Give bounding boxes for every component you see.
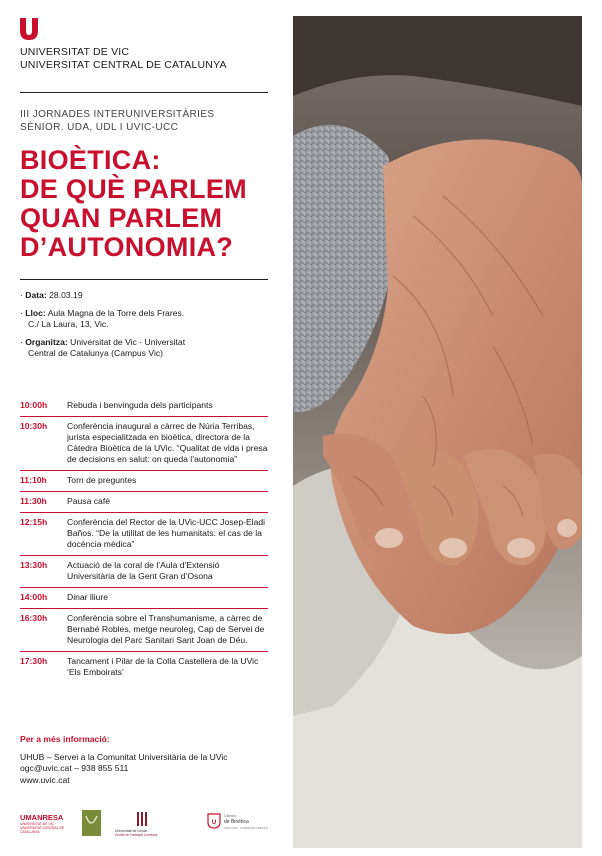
place-row: · Lloc: Aula Magna de la Torre dels Frares. C./ La Laura, 13, Vic. [20,308,268,330]
schedule [20,396,268,683]
schedule-row [20,512,268,555]
date-label: Data: [25,290,47,300]
bioetica-subtext: UVIC-UCC · FUNDACIÓ GRIFOLS [224,826,268,830]
title-line: QUAN PARLEM [20,203,223,233]
fingernail [375,528,403,548]
place-value-2: C./ La Laura, 13, Vic. [28,319,109,329]
event-series [20,108,215,134]
schedule-time: 17:30h [20,656,48,666]
udl-logo [115,812,157,837]
schedule-time: 12:15h [20,517,48,527]
schedule-description: Actuació de la coral de l’Aula d’Extensió Universitària de la Gent Gran d’Osona [67,560,220,581]
divider [20,92,268,93]
place-label: Lloc: [25,308,46,318]
schedule-description: Torn de preguntes [67,475,137,485]
series-line-1: III JORNADES INTERUNIVERSITÀRIES [20,109,215,120]
uvic-u-logo [20,18,38,40]
fingernail [557,519,577,537]
event-details [20,290,268,366]
more-info [20,734,268,786]
divider [20,279,268,280]
schedule-description: Rebuda i benvinguda dels participants [67,400,213,410]
hands-photo [293,16,582,848]
udl-text: Universitat de Lleida [115,829,147,833]
more-info-website: www.uvic.cat [20,774,70,785]
fingernail [507,538,535,558]
schedule-time: 11:30h [20,496,47,506]
schedule-description: Dinar lliure [67,592,109,602]
schedule-description: Conferència sobre el Transhumanisme, a càrrec de Bernabé Robles, metge neuroleg, Cap de Servei de Neurologia del Parc Sanitari Sant Joan de Déu. [67,613,265,645]
schedule-row [20,470,268,491]
university-line-2: UNIVERSITAT CENTRAL DE CATALUNYA [20,59,227,71]
umanresa-subtext: UNIVERSITAT DE VIC · UNIVERSITAT CENTRAL DE CATALUNYA [20,822,65,834]
schedule-description: Conferència del Rector de la UVic-UCC Josep-Eladi Baños. “De la utilitat de les humanitats: el cas de la docència mèdica” [67,517,266,549]
svg-text:U: U [211,820,217,826]
hands-illustration [293,16,582,848]
organizer-value: Universitat de Vic · Universitat [70,337,186,347]
more-info-service: UHUB – Servei a la Comunitat Universitària de la UVic [20,751,228,762]
date-value: 28.03.19 [49,290,83,300]
schedule-time: 10:00h [20,400,48,410]
more-info-contact: ogc@uvic.cat – 938 855 511 [20,763,129,773]
series-line-2: SÈNIOR. UDA, UDL I UVIC-UCC [20,122,179,133]
schedule-time: 11:10h [20,475,47,485]
schedule-row [20,396,268,416]
schedule-time: 10:30h [20,421,48,431]
uda-logo [82,810,101,836]
bioetica-text: de Bioètica [224,819,249,825]
poster-left-column [20,0,270,856]
schedule-description: Tancament i Pilar de la Colla Castellera de la UVic ‘Els Emboirats’ [67,656,259,677]
schedule-row [20,651,268,683]
schedule-row [20,416,268,470]
organizer-value-2: Central de Catalunya (Campus Vic) [28,348,164,358]
udl-subtext: Centre de Formació Contínua [115,833,157,837]
title-line: BIOÈTICA: [20,145,161,175]
schedule-description: Pausa cafè [67,496,110,506]
schedule-row [20,608,268,651]
fingernail [439,538,467,558]
bioetica-pre-text: Càtedra [224,814,237,818]
partner-logos [20,808,270,848]
umanresa-text: UMANRESA [20,813,64,822]
place-value: Aula Magna de la Torre dels Frares. [47,308,185,318]
organizer-row: · Organitza: Universitat de Vic · Universitat Central de Catalunya (Campus Vic) [20,337,268,359]
schedule-row [20,587,268,608]
schedule-time: 16:30h [20,613,48,623]
bioetica-chair-logo [208,814,268,830]
university-line-1: UNIVERSITAT DE VIC [20,46,130,58]
organizer-label: Organitza: [25,337,68,347]
date-row: · Data: 28.03.19 [20,290,83,300]
schedule-row [20,555,268,587]
university-name [20,46,227,72]
umanresa-logo [20,813,75,838]
more-info-heading: Per a més informació: [20,734,110,744]
schedule-time: 13:30h [20,560,48,570]
title-line: D’AUTONOMIA? [20,232,234,262]
schedule-time: 14:00h [20,592,48,602]
schedule-row [20,491,268,512]
title-line: DE QUÈ PARLEM [20,174,247,204]
schedule-description: Conferència inaugural a càrrec de Núria Terribas, jurista especialitzada en bioètica, directora de la Càtedra Bioètica de la UVic. “Qualitat de vida i presa de decisions en salut: on queda l’autonomia” [67,421,268,464]
event-title [20,146,247,262]
